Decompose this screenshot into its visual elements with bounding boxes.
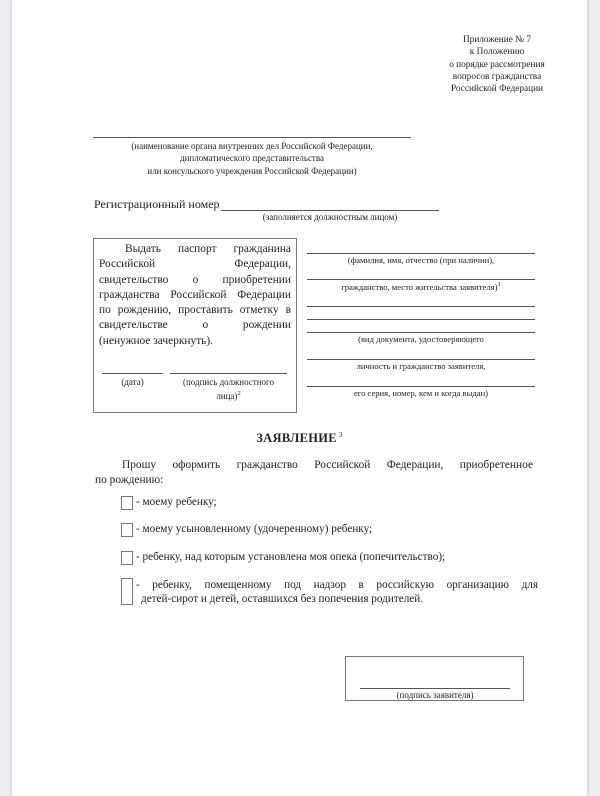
full-name-caption: (фамилия, имя, отчество (при наличии),: [347, 255, 495, 265]
issue-line: Российской Федерации,: [99, 258, 291, 271]
authority-caption-line: (наименование органа внутренних дел Российской Федерации,: [131, 141, 373, 151]
identity-document-field-2[interactable]: [307, 359, 535, 360]
issue-line: Выдать паспорт гражданина: [125, 243, 291, 255]
option-checkbox[interactable]: [121, 496, 133, 510]
applicant-signature-box: [345, 656, 524, 701]
official-signature-caption-line: лица)$^2$: [216, 390, 241, 402]
applicant-extra-line-1[interactable]: [307, 306, 535, 307]
appendix-line: о порядке рассмотрения: [449, 59, 545, 70]
issue-line: гражданства Российской Федерации: [99, 288, 291, 301]
identity-document-caption-3: его серия, номер, кем и когда выдан): [353, 388, 489, 398]
appendix-line: к Положению: [469, 47, 525, 58]
option-checkbox[interactable]: [121, 523, 133, 537]
issue-line: (ненужное зачеркнуть).: [99, 334, 214, 347]
issue-line: свидетельство о приобретении: [99, 273, 291, 286]
authority-caption-line: дипломатического представительства: [180, 153, 324, 164]
option-checkbox[interactable]: [121, 551, 133, 565]
identity-document-caption-2: личность и гражданство заявителя,: [356, 361, 486, 371]
appendix-line: Приложение № 7: [462, 35, 532, 45]
registration-number-label: Регистрационный номер: [94, 197, 220, 211]
official-issue-box: [93, 238, 297, 413]
registration-number-hint: (заполняется должностным лицом): [262, 212, 398, 222]
identity-document-field[interactable]: [307, 332, 535, 333]
authority-caption: [93, 140, 411, 177]
official-signature-caption-line: (подпись должностного: [182, 377, 275, 387]
footnote-ref: 1: [497, 281, 501, 288]
issue-line: по рождению, проставить отметку в: [99, 304, 291, 317]
identity-document-field-3[interactable]: [307, 386, 535, 387]
footnote-ref: 3: [338, 431, 343, 439]
issue-line: свидетельстве о рождении: [99, 319, 291, 332]
statement-intro: [95, 458, 533, 487]
official-signature-caption: [170, 376, 287, 403]
option-label-line: - ребенку, помещенному под надзор в российскую организацию для: [136, 579, 538, 591]
option-label: - моему ребенку;: [136, 496, 217, 508]
appendix-line: вопросов гражданства: [452, 71, 542, 82]
option-label: - моему усыновленному (удочеренному) ребенку;: [136, 523, 373, 535]
issue-instruction-text: [99, 242, 291, 349]
option-checkbox[interactable]: [121, 578, 133, 605]
citizenship-residence-field[interactable]: [307, 279, 535, 280]
option-label: [136, 579, 538, 606]
authority-caption-line: или консульского учреждения Российской Федерации): [147, 165, 357, 176]
full-name-field[interactable]: [307, 253, 535, 254]
footnote-ref: 2: [237, 390, 241, 398]
appendix-line: Российской Федерации: [450, 84, 544, 95]
statement-intro-tail: по рождению:: [95, 473, 164, 486]
document-page: [12, 0, 587, 796]
date-field[interactable]: [102, 373, 163, 374]
option-label: - ребенку, над которым установлена моя опека (попечительство);: [136, 551, 446, 563]
appendix-header: [412, 34, 582, 95]
applicant-signature-caption: (подпись заявителя): [396, 690, 474, 700]
statement-title: ЗАЯВЛЕНИЕ $^3$: [256, 431, 343, 445]
identity-document-caption-1: (вид документа, удостоверяющего: [358, 334, 484, 344]
date-caption: (дата): [121, 377, 144, 387]
official-signature-field[interactable]: [170, 373, 287, 374]
statement-intro-line: Прошу оформить гражданство Российской Федерации, приобретенное: [122, 459, 533, 471]
citizenship-residence-caption: гражданство, место жительства заявителя)$^1$: [341, 281, 501, 292]
option-label-line: детей-сирот и детей, оставшихся без попечения родителей.: [141, 592, 424, 605]
authority-name-field[interactable]: [93, 137, 411, 138]
applicant-extra-line-2[interactable]: [307, 319, 535, 320]
